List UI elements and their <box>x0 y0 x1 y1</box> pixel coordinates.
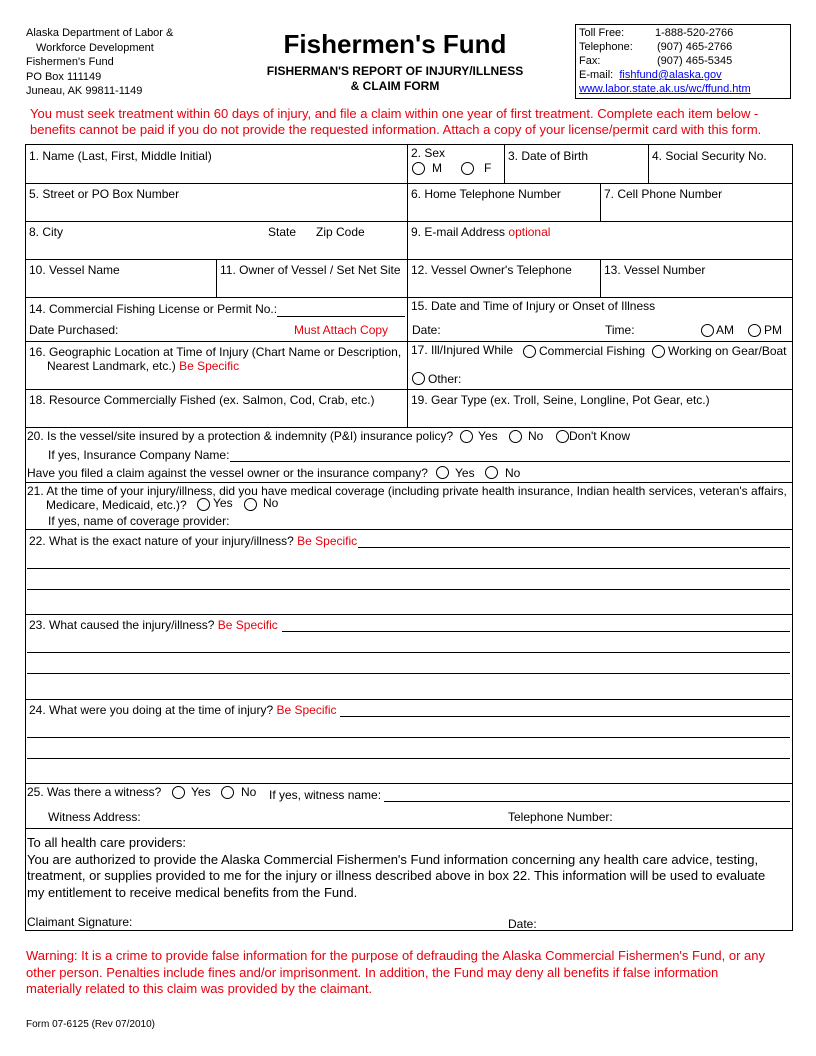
fraud-warning <box>26 948 765 998</box>
street-field-label: 5. Street or PO Box Number <box>29 187 180 201</box>
working-gear-label: Working on Gear/Boat <box>668 344 787 358</box>
commercial-fishing-radio[interactable] <box>523 345 536 358</box>
page-title: Fishermen's Fund <box>283 29 507 59</box>
form-number: Form 07-6125 (Rev 07/2010) <box>26 1019 155 1030</box>
agency-line: Juneau, AK 99811-1149 <box>26 85 143 97</box>
must-attach-note: Must Attach Copy <box>294 323 389 337</box>
warning-line: Warning: It is a crime to provide false information for the purpose of defrauding the Alaska Commercial Fishermen's Fund, or any <box>26 948 766 963</box>
vessel-number-field-label: 13. Vessel Number <box>604 263 706 277</box>
agency-address <box>26 26 173 99</box>
working-gear-radio[interactable] <box>652 345 665 358</box>
injury-time-label: Time: <box>605 323 635 337</box>
insured-no-radio[interactable] <box>509 430 522 443</box>
witness-question: 25. Was there a witness? <box>27 785 162 799</box>
telephone-value: (907) 465-2766 <box>657 41 733 53</box>
email-link[interactable]: fishfund@alaska.gov <box>619 69 722 81</box>
filed-claim-yes-label: Yes <box>455 466 475 480</box>
injury-nature-question <box>29 534 357 548</box>
coverage-yes-radio[interactable] <box>197 498 210 511</box>
sex-field-label: 2. Sex <box>411 146 446 160</box>
ssn-field-label: 4. Social Security No. <box>652 149 767 163</box>
insured-yes-radio[interactable] <box>460 430 473 443</box>
email-field-label <box>411 225 550 239</box>
injury-datetime-field-label: 15. Date and Time of Injury or Onset of Illness <box>411 299 656 313</box>
witness-no-label: No <box>241 785 257 799</box>
insured-dont-know-radio[interactable] <box>556 430 569 443</box>
location-field-label <box>29 345 401 373</box>
gear-type-field-label: 19. Gear Type (ex. Troll, Seine, Longline, Pot Gear, etc.) <box>411 393 710 407</box>
sex-male-label: M <box>432 161 442 175</box>
insured-dont-know-label: Don't Know <box>569 429 630 443</box>
subtitle-line: FISHERMAN'S REPORT OF INJURY/ILLNESS <box>266 64 524 78</box>
email-label: E-mail: <box>579 69 614 81</box>
date-purchased-label: Date Purchased: <box>29 323 119 337</box>
filed-claim-no-label: No <box>505 466 521 480</box>
location-label-line1: 16. Geographic Location at Time of Injury (Chart Name or Description, <box>29 345 402 359</box>
dob-field-label: 3. Date of Birth <box>508 149 589 163</box>
fax-value: (907) 465-5345 <box>657 55 733 67</box>
activity-label: 24. What were you doing at the time of injury? <box>29 703 274 717</box>
commercial-fishing-label: Commercial Fishing <box>539 344 646 358</box>
coverage-question-line2: Medicare, Medicaid, etc.)? <box>46 498 187 512</box>
witness-address-label: Witness Address: <box>48 810 141 824</box>
coverage-no-label: No <box>263 496 279 510</box>
home-phone-field-label: 6. Home Telephone Number <box>411 187 561 201</box>
optional-note: optional <box>508 225 551 239</box>
warning-line: materially related to this claim was provided by the claimant. <box>26 981 373 996</box>
vessel-name-field-label: 10. Vessel Name <box>29 263 120 277</box>
insurance-question: 20. Is the vessel/site insured by a protection & indemnity (P&I) insurance policy? <box>27 429 454 443</box>
agency-line: Fishermen's Fund <box>26 56 114 68</box>
filed-claim-question: Have you filed a claim against the vessel owner or the insurance company? <box>27 466 428 480</box>
tollfree-label: Toll Free: <box>579 27 625 39</box>
witness-yes-label: Yes <box>191 785 211 799</box>
activity-question <box>29 703 337 717</box>
be-specific-note: Be Specific <box>179 359 240 373</box>
coverage-yes-label: Yes <box>213 496 233 510</box>
contact-box <box>575 24 791 99</box>
injury-cause-label: 23. What caused the injury/illness? <box>29 618 215 632</box>
filed-claim-no-radio[interactable] <box>485 466 498 479</box>
insured-yes-label: Yes <box>478 429 498 443</box>
witness-name-label: If yes, witness name: <box>269 788 382 802</box>
notice-line: You must seek treatment within 60 days of injury, and file a claim within one year of first treatment. Complete each item below - <box>30 106 759 121</box>
agency-line: Workforce Development <box>36 41 154 54</box>
injury-nature-label: 22. What is the exact nature of your injury/illness? <box>29 534 294 548</box>
website-link[interactable]: www.labor.state.ak.us/wc/ffund.htm <box>579 83 751 95</box>
be-specific-note: Be Specific <box>217 618 278 632</box>
notice-line: benefits cannot be paid if you do not provide the requested information. Attach a copy of your license/permit card with this form. <box>30 122 762 137</box>
coverage-no-radio[interactable] <box>244 498 257 511</box>
email-label-text: 9. E-mail Address <box>411 225 506 239</box>
provider-authorization <box>27 835 765 901</box>
pm-radio[interactable] <box>748 324 761 337</box>
medical-coverage-question <box>27 484 787 512</box>
subtitle-line: & CLAIM FORM <box>350 79 440 93</box>
location-label-line2: Nearest Landmark, etc.) <box>47 359 176 373</box>
vessel-owner-field-label: 11. Owner of Vessel / Set Net Site <box>220 263 401 277</box>
coverage-provider-label: If yes, name of coverage provider: <box>48 514 230 528</box>
license-field-label: 14. Commercial Fishing License or Permit No.: <box>29 302 278 316</box>
authorization-line: my entitlement to receive medical benefits from the Fund. <box>27 884 358 900</box>
state-field-label: State <box>268 225 297 239</box>
tollfree-value: 1-888-520-2766 <box>655 27 734 39</box>
sex-female-label: F <box>484 161 492 175</box>
zip-field-label: Zip Code <box>316 225 365 239</box>
sex-male-radio[interactable] <box>412 162 425 175</box>
other-radio[interactable] <box>412 372 425 385</box>
signature-date-label: Date: <box>508 917 537 931</box>
cell-phone-field-label: 7. Cell Phone Number <box>604 187 723 201</box>
witness-yes-radio[interactable] <box>172 786 185 799</box>
witness-no-radio[interactable] <box>221 786 234 799</box>
am-label: AM <box>716 323 734 337</box>
authorization-line: You are authorized to provide the Alaska Commercial Fishermen's Fund information concerning any health care advice, testing, <box>27 851 759 867</box>
form-subtitle <box>230 64 560 94</box>
other-label: Other: <box>428 372 462 386</box>
injury-date-label: Date: <box>412 323 441 337</box>
be-specific-note: Be Specific <box>297 534 358 548</box>
warning-line: other person. Penalties include fines and/or imprisonment. In addition, the Fund may deny all benefits if false information <box>26 964 719 980</box>
filed-claim-yes-radio[interactable] <box>436 466 449 479</box>
coverage-question-line1: 21. At the time of your injury/illness, did you have medical coverage (including private health insurance, Indian health services, veteran's affairs, <box>27 484 787 498</box>
owner-phone-field-label: 12. Vessel Owner's Telephone <box>411 263 572 277</box>
authorization-line: To all health care providers: <box>27 835 186 850</box>
witness-telephone-label: Telephone Number: <box>508 810 613 824</box>
claimant-signature-label: Claimant Signature: <box>27 915 133 929</box>
be-specific-note: Be Specific <box>276 703 337 717</box>
city-field-label: 8. City <box>29 225 64 239</box>
sex-female-radio[interactable] <box>461 162 474 175</box>
agency-line: Alaska Department of Labor & <box>26 27 174 39</box>
name-field-label: 1. Name (Last, First, Middle Initial) <box>29 149 212 163</box>
fax-label: Fax: <box>579 55 601 67</box>
instructions-notice <box>30 106 761 138</box>
telephone-label: Telephone: <box>579 41 633 53</box>
insurance-company-label: If yes, Insurance Company Name: <box>48 448 230 462</box>
injury-cause-question <box>29 618 278 632</box>
am-radio[interactable] <box>701 324 714 337</box>
resource-field-label: 18. Resource Commercially Fished (ex. Salmon, Cod, Crab, etc.) <box>29 393 375 407</box>
ill-injured-while-label: 17. Ill/Injured While <box>411 343 514 357</box>
authorization-line: treatment, or supplies provided to me for the injury or illness described above in box 22. This information will be used to evaluate <box>27 868 766 883</box>
agency-line: PO Box 111149 <box>26 70 102 83</box>
pm-label: PM <box>764 323 782 337</box>
insured-no-label: No <box>528 429 544 443</box>
